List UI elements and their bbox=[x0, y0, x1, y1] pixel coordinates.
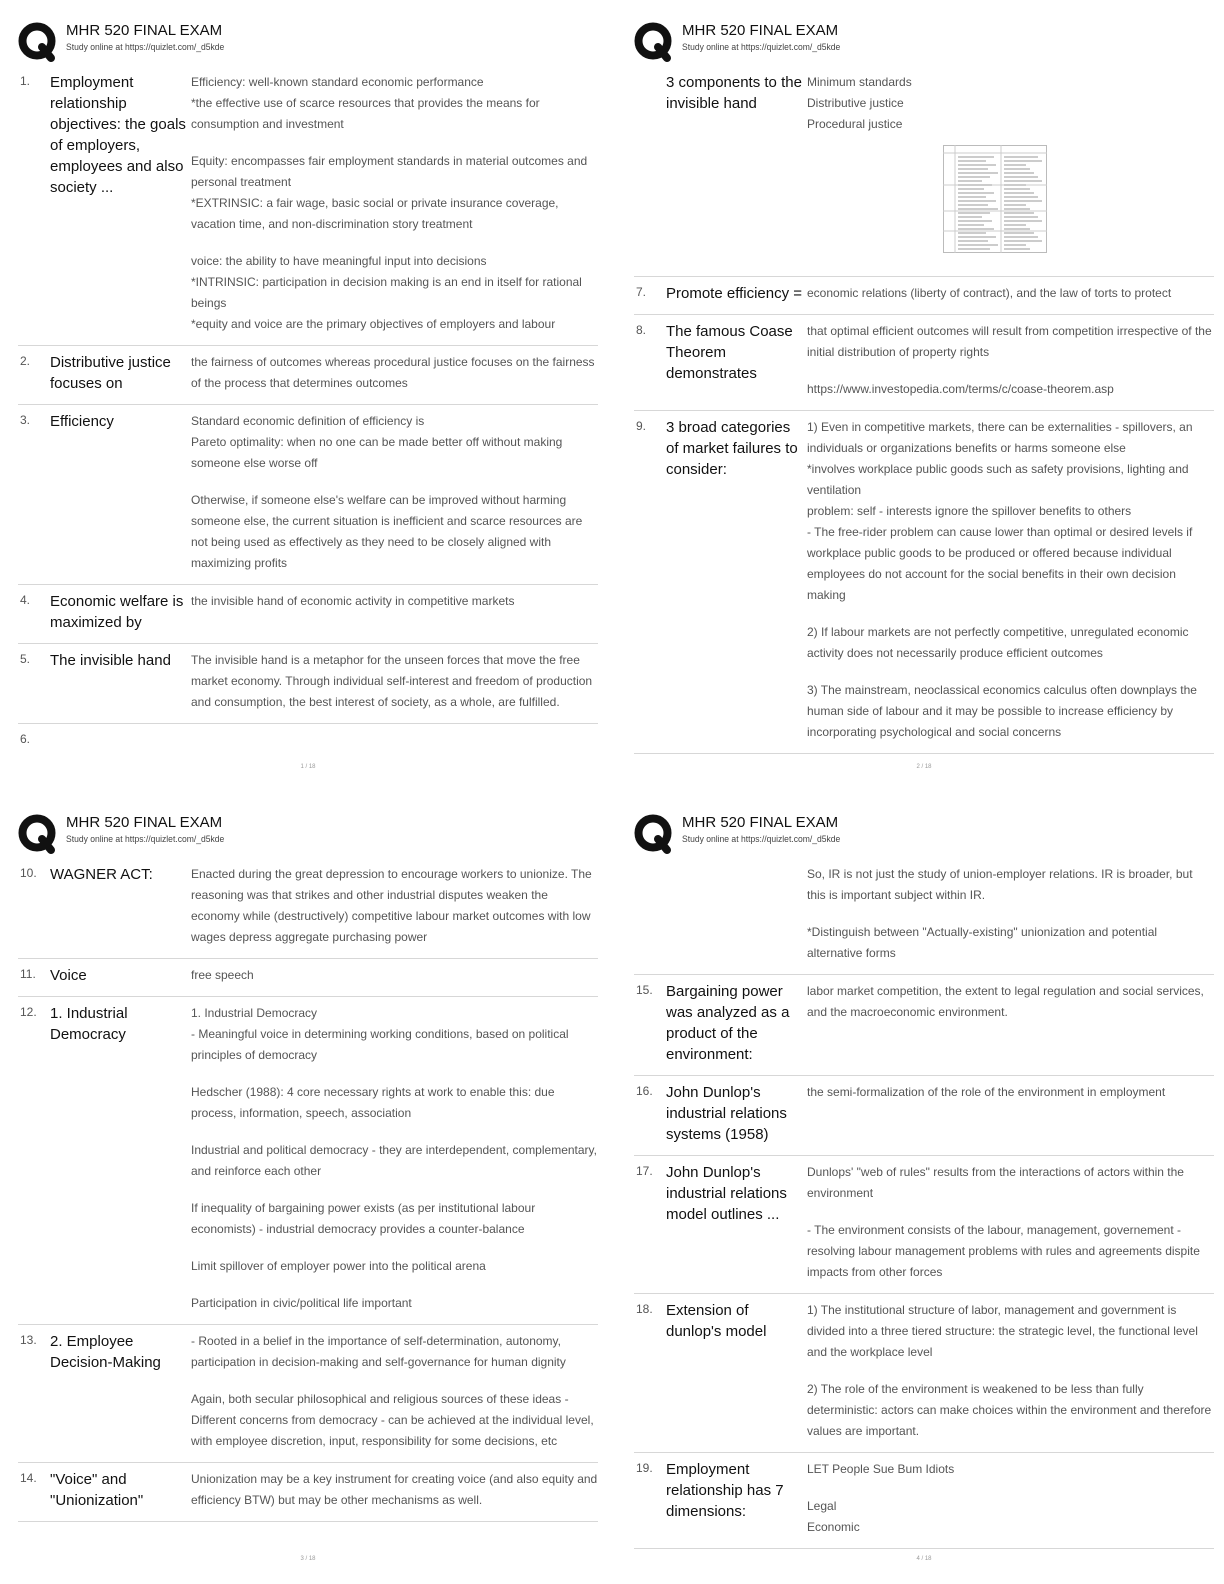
card-term: The invisible hand bbox=[50, 652, 171, 669]
flashcard bbox=[18, 585, 598, 644]
definition-paragraph: Efficiency: well-known standard economic performance *the effective use of scarce resources that provides the means for consumption and investment bbox=[191, 75, 540, 131]
definition-paragraph: the fairness of outcomes whereas procedural justice focuses on the fairness of the process that determines outcomes bbox=[191, 355, 595, 390]
card-definition bbox=[807, 321, 1214, 400]
card-definition bbox=[807, 864, 1214, 964]
quizlet-logo-icon bbox=[634, 22, 674, 62]
study-online-link[interactable]: Study online at https://quizlet.com/_d5kde bbox=[682, 834, 841, 845]
flashcard bbox=[634, 277, 1214, 315]
card-number bbox=[634, 864, 666, 964]
definition-paragraph: voice: the ability to have meaningful input into decisions *INTRINSIC: participation in decision making is an end in itself for rational beings *equity and voice are the primary objectives of employers and labour bbox=[191, 254, 582, 331]
flashcard bbox=[634, 1156, 1214, 1294]
definition-paragraph: that optimal efficient outcomes will result from competition irrespective of the initial distribution of property rights bbox=[807, 324, 1212, 359]
card-number: 14. bbox=[20, 1471, 37, 1485]
card-number: 19. bbox=[636, 1461, 653, 1475]
definition-paragraph: LET People Sue Bum Idiots bbox=[807, 1462, 955, 1476]
flashcard-list bbox=[18, 66, 598, 756]
page-header bbox=[18, 812, 598, 852]
card-number: 5. bbox=[20, 652, 31, 666]
quizlet-logo-icon bbox=[18, 814, 58, 854]
card-term: WAGNER ACT: bbox=[50, 866, 153, 883]
card-definition bbox=[191, 411, 598, 574]
card-definition bbox=[191, 352, 598, 394]
flashcard bbox=[634, 66, 1214, 277]
study-online-link[interactable]: Study online at https://quizlet.com/_d5kde bbox=[682, 42, 841, 53]
card-definition bbox=[807, 417, 1214, 743]
definition-paragraph: The invisible hand is a metaphor for the unseen forces that move the free market economy. Through individual self-interest and freedom of production and consumption, the best interest of society, as a whole, are fulfilled. bbox=[191, 653, 593, 709]
definition-paragraph: - Rooted in a belief in the importance of self-determination, autonomy, participation in decision-making and self-governance for human dignity bbox=[191, 1334, 566, 1369]
definition-paragraph: 1. Industrial Democracy - Meaningful voice in determining working conditions, based on political principles of democracy bbox=[191, 1006, 569, 1062]
flashcard-list bbox=[634, 858, 1214, 1549]
quizlet-logo-icon bbox=[634, 814, 674, 854]
card-definition bbox=[191, 965, 598, 986]
card-term: Employment relationship objectives: the goals of employers, employees and also society ... bbox=[50, 74, 186, 196]
card-number: 10. bbox=[20, 866, 37, 880]
card-number: 12. bbox=[20, 1005, 37, 1019]
card-term: Distributive justice focuses on bbox=[50, 354, 171, 392]
card-term: Economic welfare is maximized by bbox=[50, 593, 184, 631]
card-definition bbox=[191, 1331, 598, 1452]
card-number: 16. bbox=[636, 1084, 653, 1098]
flashcard-list bbox=[18, 858, 598, 1522]
definition-paragraph: Again, both secular philosophical and religious sources of these ideas - Different concerns from democracy - can be achieved at the individual level, with employee discretion, input, responsibility for some decisions, etc bbox=[191, 1392, 594, 1448]
definition-paragraph: https://www.investopedia.com/terms/c/coase-theorem.asp bbox=[807, 382, 1114, 396]
card-term: Voice bbox=[50, 967, 87, 984]
definition-paragraph: labor market competition, the extent to legal regulation and social services, and the macroeconomic environment. bbox=[807, 984, 1204, 1019]
comparison-table-thumbnail bbox=[943, 145, 1047, 253]
flashcard bbox=[18, 997, 598, 1325]
card-number: 17. bbox=[636, 1164, 653, 1178]
definition-paragraph: *Distinguish between "Actually-existing" unionization and potential alternative forms bbox=[807, 925, 1158, 960]
card-definition bbox=[807, 1082, 1214, 1145]
card-number: 7. bbox=[636, 285, 647, 299]
definition-paragraph: Standard economic definition of efficiency is Pareto optimality: when no one can be made better off without making someone else worse off bbox=[191, 414, 563, 470]
flashcard bbox=[18, 724, 598, 756]
card-number: 4. bbox=[20, 593, 31, 607]
page-header bbox=[634, 20, 1214, 60]
page-number: 2 / 18 bbox=[916, 764, 932, 770]
definition-paragraph: Equity: encompasses fair employment standards in material outcomes and personal treatment *EXTRINSIC: a fair wage, basic social or private insurance coverage, vacation time, and non-discrimination story treatment bbox=[191, 154, 588, 231]
flashcard-page-3 bbox=[18, 812, 598, 1572]
quizlet-logo-icon bbox=[18, 22, 58, 62]
card-definition bbox=[807, 1459, 1214, 1538]
card-term: Bargaining power was analyzed as a product of the environment: bbox=[666, 983, 790, 1063]
definition-paragraph: Enacted during the great depression to encourage workers to unionize. The reasoning was that strikes and other industrial disputes weaken the economy while (destructively) competitive labour market outcomes with low wages depress aggregate purchasing power bbox=[191, 867, 592, 944]
card-definition bbox=[807, 283, 1214, 304]
definition-paragraph: Participation in civic/political life important bbox=[191, 1296, 412, 1310]
flashcard bbox=[634, 858, 1214, 975]
card-term: 2. Employee Decision-Making bbox=[50, 1333, 161, 1371]
card-term: Promote efficiency = bbox=[666, 285, 803, 302]
flashcard bbox=[634, 411, 1214, 754]
definition-paragraph: 2) If labour markets are not perfectly competitive, unregulated economic activity does not necessarily produce efficient outcomes bbox=[807, 625, 1189, 660]
flashcard bbox=[18, 959, 598, 997]
page-number: 4 / 18 bbox=[916, 1556, 932, 1562]
card-number: 15. bbox=[636, 983, 653, 997]
card-term: Employment relationship has 7 dimensions: bbox=[666, 1461, 784, 1520]
document-title: MHR 520 FINAL EXAM bbox=[682, 814, 839, 831]
card-definition bbox=[191, 864, 598, 948]
definition-paragraph: Industrial and political democracy - they are interdependent, complementary, and reinforce each other bbox=[191, 1143, 597, 1178]
flashcard bbox=[18, 644, 598, 724]
card-number: 8. bbox=[636, 323, 647, 337]
definition-paragraph: the semi-formalization of the role of the environment in employment bbox=[807, 1085, 1166, 1099]
flashcard-page-4 bbox=[634, 812, 1214, 1572]
card-number: 3. bbox=[20, 413, 31, 427]
card-number: 2. bbox=[20, 354, 31, 368]
page-header bbox=[634, 812, 1214, 852]
definition-paragraph: So, IR is not just the study of union-employer relations. IR is broader, but this is important subject within IR. bbox=[807, 867, 1193, 902]
flashcard bbox=[634, 975, 1214, 1076]
card-definition bbox=[807, 1300, 1214, 1442]
card-number: 13. bbox=[20, 1333, 37, 1347]
definition-paragraph: If inequality of bargaining power exists (as per institutional labour economists) - industrial democracy provides a counter-balance bbox=[191, 1201, 536, 1236]
flashcard bbox=[18, 66, 598, 346]
card-number: 18. bbox=[636, 1302, 653, 1316]
card-definition bbox=[191, 1003, 598, 1314]
card-number: 11. bbox=[20, 967, 36, 981]
card-term: Extension of dunlop's model bbox=[666, 1302, 767, 1340]
card-term: "Voice" and "Unionization" bbox=[50, 1471, 144, 1509]
definition-paragraph: Limit spillover of employer power into the political arena bbox=[191, 1259, 486, 1273]
card-term: 3 components to the invisible hand bbox=[666, 74, 802, 112]
definition-paragraph: the invisible hand of economic activity in competitive markets bbox=[191, 594, 515, 608]
page-number: 1 / 18 bbox=[300, 764, 316, 770]
card-number: 1. bbox=[20, 74, 31, 88]
flashcard bbox=[18, 405, 598, 585]
flashcard bbox=[18, 346, 598, 405]
card-definition bbox=[191, 1469, 598, 1511]
definition-paragraph: 3) The mainstream, neoclassical economics calculus often downplays the human side of labour and it may be possible to increase efficiency by incorporating psychological and social concerns bbox=[807, 683, 1197, 739]
definition-paragraph: - The environment consists of the labour, management, governement - resolving labour management problems with rules and agreements dispite impacts from other forces bbox=[807, 1223, 1200, 1279]
card-definition bbox=[807, 981, 1214, 1065]
definition-paragraph: Otherwise, if someone else's welfare can be improved without harming someone else, the current situation is inefficient and scarce resources are not being used as effectively as they need to be closely aligned with maximizing profits bbox=[191, 493, 583, 570]
flashcard bbox=[18, 858, 598, 959]
study-online-link[interactable]: Study online at https://quizlet.com/_d5kde bbox=[66, 834, 225, 845]
flashcard-page-1 bbox=[18, 20, 598, 780]
card-term: John Dunlop's industrial relations systems (1958) bbox=[666, 1084, 787, 1143]
definition-paragraph: Minimum standards Distributive justice Procedural justice bbox=[807, 75, 912, 131]
definition-paragraph: Dunlops' "web of rules" results from the interactions of actors within the environment bbox=[807, 1165, 1184, 1200]
flashcard bbox=[634, 1076, 1214, 1156]
card-term bbox=[666, 864, 807, 964]
document-title: MHR 520 FINAL EXAM bbox=[66, 22, 223, 39]
card-number: 6. bbox=[20, 732, 31, 746]
flashcard bbox=[18, 1325, 598, 1463]
definition-paragraph: 2) The role of the environment is weakened to be less than fully deterministic: actors can make choices within the environment and therefore values are important. bbox=[807, 1382, 1212, 1438]
card-term bbox=[50, 730, 191, 746]
flashcard-page-2 bbox=[634, 20, 1214, 780]
card-term: The famous Coase Theorem demonstrates bbox=[666, 323, 793, 382]
card-definition bbox=[807, 1162, 1214, 1283]
document-title: MHR 520 FINAL EXAM bbox=[66, 814, 223, 831]
definition-paragraph: free speech bbox=[191, 968, 254, 982]
card-term: Efficiency bbox=[50, 413, 114, 430]
study-online-link[interactable]: Study online at https://quizlet.com/_d5kde bbox=[66, 42, 225, 53]
flashcard-list bbox=[634, 66, 1214, 754]
card-term: 3 broad categories of market failures to consider: bbox=[666, 419, 798, 478]
card-number bbox=[634, 72, 666, 266]
page-header bbox=[18, 20, 598, 60]
card-definition bbox=[191, 591, 598, 633]
flashcard bbox=[634, 315, 1214, 411]
document-title: MHR 520 FINAL EXAM bbox=[682, 22, 839, 39]
definition-paragraph: Legal Economic bbox=[807, 1499, 860, 1534]
card-definition bbox=[191, 730, 598, 746]
card-number: 9. bbox=[636, 419, 647, 433]
flashcard bbox=[634, 1294, 1214, 1453]
card-definition bbox=[191, 72, 598, 335]
definition-paragraph: economic relations (liberty of contract), and the law of torts to protect bbox=[807, 286, 1172, 300]
definition-paragraph: 1) Even in competitive markets, there can be externalities - spillovers, an individuals or organizations benefits or harms someone else *involves workplace public goods such as safety provisions, lighting and ventilation problem: self - interests ignore the spillover benefits to others - The free-rider problem can cause lower than optimal or desired levels if workplace public goods to be produced or offered because individual employees do not account for the social benefits in their own decision making bbox=[807, 420, 1193, 602]
page-number: 3 / 18 bbox=[300, 1556, 316, 1562]
flashcard bbox=[18, 1463, 598, 1522]
definition-paragraph: 1) The institutional structure of labor, management and government is divided into a three tiered structure: the strategic level, the functional level and the workplace level bbox=[807, 1303, 1198, 1359]
card-term: John Dunlop's industrial relations model outlines ... bbox=[666, 1164, 787, 1223]
card-definition bbox=[191, 650, 598, 713]
card-definition bbox=[807, 72, 1214, 266]
flashcard bbox=[634, 1453, 1214, 1549]
definition-paragraph: Unionization may be a key instrument for creating voice (and also equity and efficiency BTW) but may be other mechanisms as well. bbox=[191, 1472, 598, 1507]
definition-paragraph: Hedscher (1988): 4 core necessary rights at work to enable this: due process, information, speech, association bbox=[191, 1085, 555, 1120]
card-term: 1. Industrial Democracy bbox=[50, 1005, 128, 1043]
